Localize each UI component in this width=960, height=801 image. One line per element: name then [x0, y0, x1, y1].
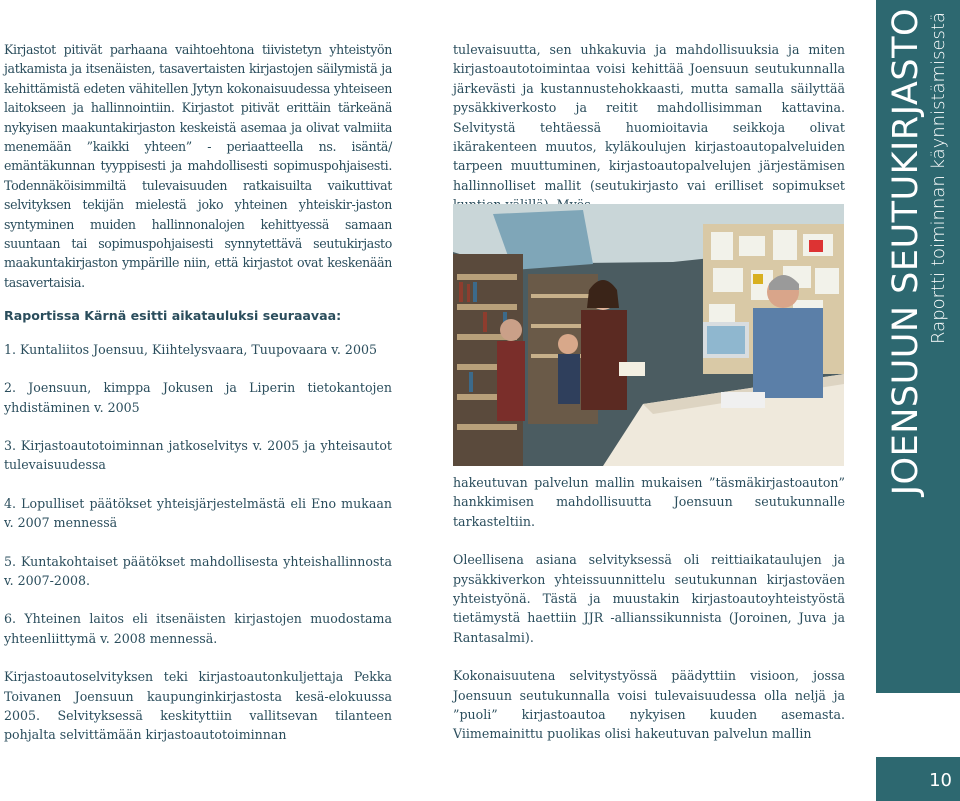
- left-column: [4, 40, 392, 745]
- schedule-item: 4. Lopulliset päätökset yhteisjärjestelmästä eli Eno mukaan v. 2007 mennessä: [4, 495, 392, 531]
- intro-paragraph: Kirjastot pitivät parhaana vaihtoehtona tiivistetyn yhteistyön jatkamista ja itsenäisten, tasavertaisten kirjastojen säilymistä ja kehittämistä edeten vähitellen Jytyn kokonaisuudessa yhteiseen laitokseen ja hallinnointiin. Kirjastot pitivät erittäin tärkeänä nykyisen maakuntakirjaston keskeistä asemaa ja olivat valmiita menemään ”kaikki yhteen” - periaatteella ns. isäntä/ emäntäkunnan tyyppisesti ja mahdollisesti sopimuspohjaisesti. Todennäköisimmiltä tulevaisuuden ratkaisuilta vaikuttivat selvityksen tekijän mielestä joko yhteinen yhteiskir-jaston syntyminen muiden hallinnonalojen kehittyessä samaan suuntaan tai sopimuspohjaisesti synnytettävä seutukirjasto maakuntakirjaston ympärille niin, että kirjastot ovat keskenään tasavertaisia.: [4, 42, 392, 290]
- page-number-box: [876, 757, 960, 801]
- report-title: JOENSUUN SEUTUKIRJASTO: [886, 8, 926, 496]
- paragraph: Oleellisena asiana selvityksessä oli reittiaikataulujen ja pysäkkiverkon yhteissuunnittelu seutukunnan kirjastoväen yhteistyönä. Tästä ja muustakin kirjastoautoyhteistyöstä tietämystä haettiin JJR -allianssikunnista (Joroinen, Juva ja Rantasalmi).: [453, 552, 845, 645]
- bookmobile-photo: [453, 204, 844, 466]
- right-column-bottom: [453, 473, 845, 744]
- sidebar-band: [876, 0, 960, 693]
- page-number: 10: [929, 770, 952, 791]
- continued-paragraph: tulevaisuutta, sen uhkakuvia ja mahdollisuuksia ja miten kirjastoautotoimintaa voisi kehittää Joensuun seutukunnalla järkevästi ja kustannustehokkaasti, mutta samalla säilyttää pysäkkiverkosto ja reitit mahdollisimman kattavina. Selvitystä tehtäessä huomioitavia seikkoja olivat ikärakenteen muutos, kyläkoulujen kirjastoautopalveluiden tarpeen muuttuminen, kirjastoautopalvelujen järjestämisen hallinnolliset mallit (seutukirjasto vai erilliset sopimukset: [453, 42, 845, 193]
- schedule-item: 1. Kuntaliitos Joensuu, Kiihtelysvaara, Tuupovaara v. 2005: [4, 341, 377, 357]
- schedule-heading: Raportissa Kärnä esitti aikatauluksi seuraavaa:: [4, 308, 342, 324]
- schedule-item: 6. Yhteinen laitos eli itsenäisten kirjastojen muodostama yhteenliittymä v. 2008 mennessä.: [4, 611, 392, 646]
- closing-paragraph: Kirjastoautoselvityksen teki kirjastoautonkuljettaja Pekka Toivanen Joensuun kaupunginkirjastosta kesä-elokuussa 2005. Selvityksessä keskityttiin vallitsevan tilanteen pohjalta selvittämään kirjastoautotoiminnan: [4, 669, 392, 743]
- paragraph: hakeutuvan palvelun mallin mukaisen ”täsmäkirjastoauton” hankkimisen mahdollisuutta Joensuun seutukunnalle tarkasteltiin.: [453, 475, 845, 529]
- right-column-top: [453, 40, 845, 215]
- schedule-item: 2. Joensuun, kimppa Jokusen ja Liperin tietokantojen yhdistäminen v. 2005: [4, 380, 392, 415]
- schedule-item: 5. Kuntakohtaiset päätökset mahdollisesta yhteishallinnosta v. 2007-2008.: [4, 553, 392, 588]
- schedule-item: 3. Kirjastoautotoiminnan jatkoselvitys v. 2005 ja yhteisautot tulevaisuudessa: [4, 437, 392, 473]
- report-subtitle: Raportti toiminnan käynnistämisestä: [928, 12, 949, 344]
- paragraph: Kokonaisuutena selvitystyössä päädyttiin visioon, jossa Joensuun seutukunnalla voisi tulevaisuudessa olla neljä ja ”puoli” kirjastoautoa nykyisen kuuden asemasta. Viimemainittu puolikas olisi hakeutuvan palvelun mallin: [453, 668, 845, 742]
